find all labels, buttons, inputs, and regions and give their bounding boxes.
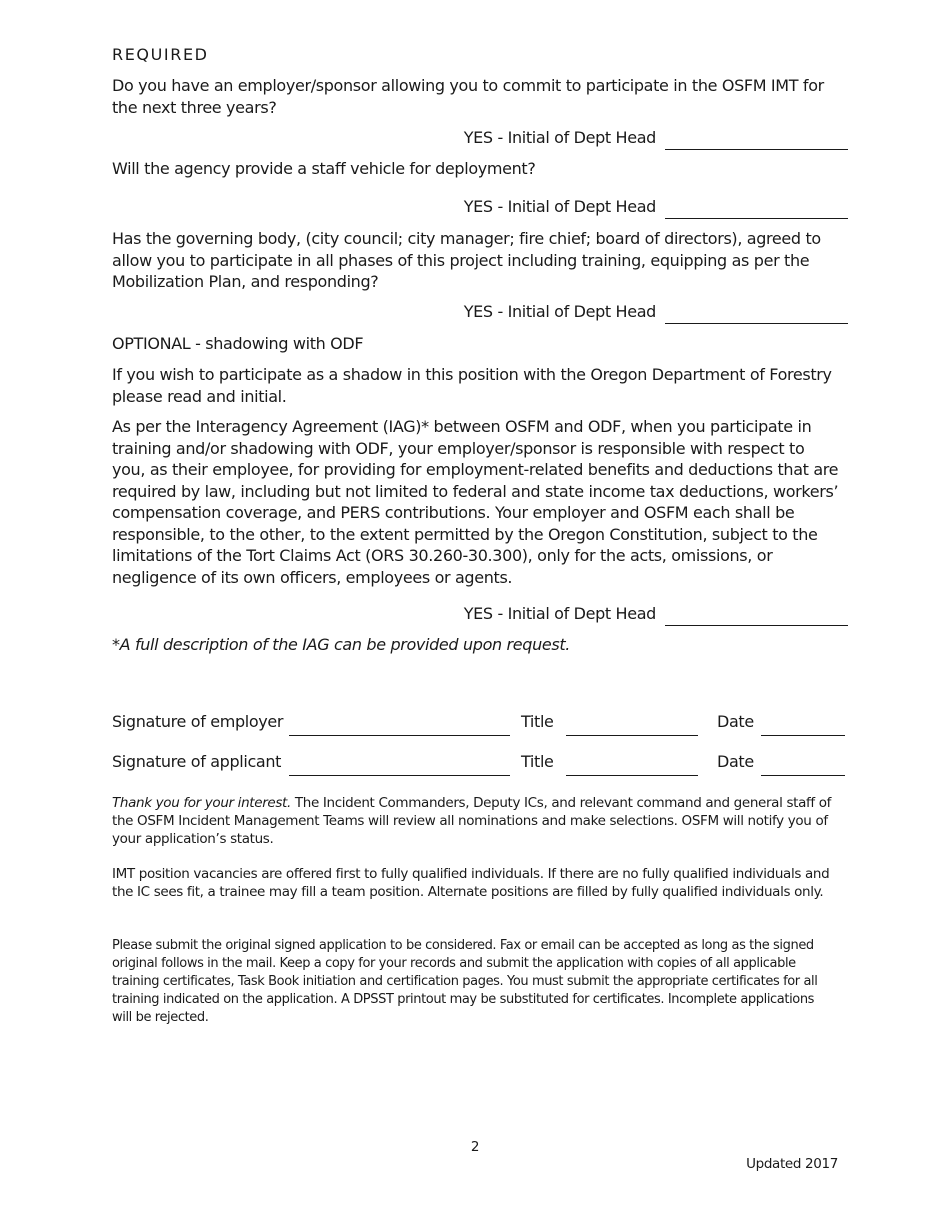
applicant-signature-field[interactable] (289, 755, 510, 776)
optional-intro: If you wish to participate as a shadow in this position with the Oregon Department of Forestry please read and initial. (112, 365, 832, 406)
yes-initial-row-4 (448, 602, 848, 626)
yes-initial-label: YES - Initial of Dept Head (463, 127, 656, 147)
thank-you-note (112, 794, 842, 848)
applicant-title-field[interactable] (566, 755, 698, 776)
employer-signature-field[interactable] (289, 715, 510, 736)
employer-title-field[interactable] (566, 715, 698, 736)
initial-field-2[interactable] (665, 198, 848, 219)
applicant-date-label: Date (717, 751, 754, 771)
yes-initial-row-2 (448, 195, 848, 219)
iag-footnote (112, 634, 570, 656)
optional-heading: OPTIONAL - shadowing with ODF (112, 334, 364, 353)
employer-title-label: Title (521, 711, 554, 731)
thank-you-body: The Incident Commanders, Deputy ICs, and relevant command and general staff of the OSFM Incident Management Teams will review all nominations and make selections. OSFM will notify you of your application’s status. (112, 795, 832, 847)
vacancies-note: IMT position vacancies are offered first to fully qualified individuals. If there are no fully qualified individuals and the IC sees fit, a trainee may fill a team position. Alternate positions are filled by fully qualified individuals only. (112, 866, 830, 900)
initial-field-4[interactable] (665, 605, 848, 626)
employer-signature-label: Signature of employer (112, 711, 284, 731)
applicant-title-label: Title (521, 751, 554, 771)
employer-date-field[interactable] (761, 715, 845, 736)
question-employer-commitment: Do you have an employer/sponsor allowing you to commit to participate in the OSFM IMT for the next three years? (112, 76, 824, 117)
thank-you-lead: Thank you for your interest. (112, 795, 291, 811)
yes-initial-label: YES - Initial of Dept Head (463, 603, 656, 623)
yes-initial-row-3 (448, 300, 848, 324)
applicant-signature-label: Signature of applicant (112, 751, 282, 771)
initial-field-1[interactable] (665, 129, 848, 150)
required-heading: REQUIRED (112, 45, 209, 64)
applicant-signature-row (112, 750, 848, 776)
employer-date-label: Date (717, 711, 754, 731)
question-staff-vehicle: Will the agency provide a staff vehicle for deployment? (112, 159, 536, 178)
initial-field-3[interactable] (665, 303, 848, 324)
yes-initial-label: YES - Initial of Dept Head (463, 196, 656, 216)
updated-date: Updated 2017 (746, 1156, 838, 1172)
iag-agreement-text: As per the Interagency Agreement (IAG)* between OSFM and ODF, when you participate in training and/or shadowing with ODF, your employer/sponsor is responsible with respect to you, as their employee, for providing for employment-related benefits and deductions that are required by law, including but not limited to federal and state income tax deductions, workers’ compensation coverage, and PERS contributions. Your employer and OSFM each shall be responsible, to the other, to the extent permitted by the Oregon Constitution, subject to the limitations of the Tort Claims Act (ORS 30.260-30.300), only for the acts, omissions, or negligence of its own officers, employees or agents. (112, 417, 839, 587)
page-number: 2 (470, 1139, 480, 1155)
applicant-date-field[interactable] (761, 755, 845, 776)
employer-signature-row (112, 710, 848, 736)
submission-instructions: Please submit the original signed application to be considered. Fax or email can be accepted as long as the signed original follows in the mail. Keep a copy for your records and submit the application with copies of all applicable training certificates, Task Book initiation and certification pages. You must submit the appropriate certificates for all training indicated on the application. A DPSST printout may be substituted for certificates. Incomplete applications will be rejected. (112, 938, 818, 1025)
iag-footnote-text: *A full description of the IAG can be provided upon request. (112, 635, 570, 654)
yes-initial-row-1 (448, 126, 848, 150)
yes-initial-label: YES - Initial of Dept Head (463, 301, 656, 321)
question-governing-body: Has the governing body, (city council; city manager; fire chief; board of directors), agreed to allow you to participate in all phases of this project including training, equipping as per the Mobilization Plan, and responding? (112, 229, 821, 291)
